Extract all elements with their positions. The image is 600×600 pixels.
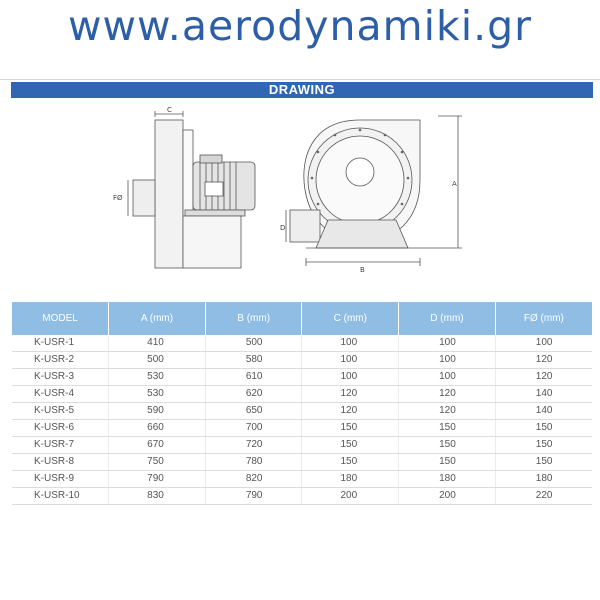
- table-header-row: [12, 302, 592, 335]
- table-cell: 150: [399, 437, 496, 454]
- table-cell: 610: [205, 369, 302, 386]
- table-cell: 180: [399, 471, 496, 488]
- table-row: [12, 352, 592, 369]
- table-cell: 150: [399, 420, 496, 437]
- table-cell: 120: [399, 386, 496, 403]
- table-cell: 670: [109, 437, 206, 454]
- dim-label-c: C: [167, 106, 172, 114]
- column-header-f: FØ (mm): [495, 302, 592, 335]
- table-row: [12, 369, 592, 386]
- table-cell: 720: [205, 437, 302, 454]
- table-cell: K-USR-9: [12, 471, 109, 488]
- dimensions-table: [12, 302, 592, 505]
- table-cell: K-USR-1: [12, 335, 109, 352]
- column-header-d: D (mm): [399, 302, 496, 335]
- table-cell: 220: [495, 488, 592, 505]
- table-cell: K-USR-5: [12, 403, 109, 420]
- table-cell: 580: [205, 352, 302, 369]
- table-cell: 620: [205, 386, 302, 403]
- table-cell: 100: [399, 369, 496, 386]
- fan-technical-drawing: [0, 100, 600, 280]
- table-cell: 150: [302, 437, 399, 454]
- table-cell: 120: [302, 386, 399, 403]
- table-row: [12, 437, 592, 454]
- table-cell: K-USR-7: [12, 437, 109, 454]
- table-cell: 410: [109, 335, 206, 352]
- table-cell: K-USR-2: [12, 352, 109, 369]
- table-cell: 120: [495, 369, 592, 386]
- table-row: [12, 420, 592, 437]
- table-cell: 100: [399, 335, 496, 352]
- table-cell: K-USR-8: [12, 454, 109, 471]
- table-cell: 750: [109, 454, 206, 471]
- section-title-bar: DRAWING: [11, 82, 593, 98]
- table-cell: 530: [109, 386, 206, 403]
- table-cell: 790: [109, 471, 206, 488]
- table-row: [12, 454, 592, 471]
- table-cell: 150: [302, 454, 399, 471]
- table-cell: K-USR-6: [12, 420, 109, 437]
- table-cell: 820: [205, 471, 302, 488]
- table-cell: 100: [302, 335, 399, 352]
- table-cell: 700: [205, 420, 302, 437]
- table-row: [12, 335, 592, 352]
- table-cell: 590: [109, 403, 206, 420]
- site-url-banner[interactable]: www.aerodynamiki.gr: [67, 2, 533, 50]
- table-cell: 150: [495, 454, 592, 471]
- table-cell: 100: [399, 352, 496, 369]
- table-cell: 140: [495, 386, 592, 403]
- table-cell: 150: [399, 454, 496, 471]
- table-row: [12, 403, 592, 420]
- table-cell: 660: [109, 420, 206, 437]
- column-header-c: C (mm): [302, 302, 399, 335]
- table-cell: 780: [205, 454, 302, 471]
- column-header-a: A (mm): [109, 302, 206, 335]
- table-cell: K-USR-3: [12, 369, 109, 386]
- table-cell: 100: [495, 335, 592, 352]
- table-cell: K-USR-4: [12, 386, 109, 403]
- table-cell: 180: [302, 471, 399, 488]
- table-cell: 100: [302, 369, 399, 386]
- table-cell: 180: [495, 471, 592, 488]
- table-cell: 150: [495, 420, 592, 437]
- table-cell: 120: [302, 403, 399, 420]
- table-cell: 200: [302, 488, 399, 505]
- table-cell: 530: [109, 369, 206, 386]
- table-cell: 140: [495, 403, 592, 420]
- table-cell: 100: [302, 352, 399, 369]
- dim-label-f: FØ: [113, 194, 123, 202]
- table-cell: 650: [205, 403, 302, 420]
- table-cell: K-USR-10: [12, 488, 109, 505]
- table-cell: 150: [495, 437, 592, 454]
- table-row: [12, 488, 592, 505]
- table-row: [12, 471, 592, 488]
- table-cell: 150: [302, 420, 399, 437]
- dim-label-a: A: [452, 180, 457, 188]
- table-cell: 200: [399, 488, 496, 505]
- column-header-b: B (mm): [205, 302, 302, 335]
- table-cell: 120: [495, 352, 592, 369]
- table-cell: 830: [109, 488, 206, 505]
- table-cell: 500: [109, 352, 206, 369]
- table-row: [12, 386, 592, 403]
- dim-label-d: D: [280, 224, 286, 232]
- table-cell: 500: [205, 335, 302, 352]
- dim-label-b: B: [360, 266, 365, 274]
- table-cell: 120: [399, 403, 496, 420]
- table-cell: 790: [205, 488, 302, 505]
- header-divider: [0, 79, 600, 80]
- column-header-model: MODEL: [12, 302, 109, 335]
